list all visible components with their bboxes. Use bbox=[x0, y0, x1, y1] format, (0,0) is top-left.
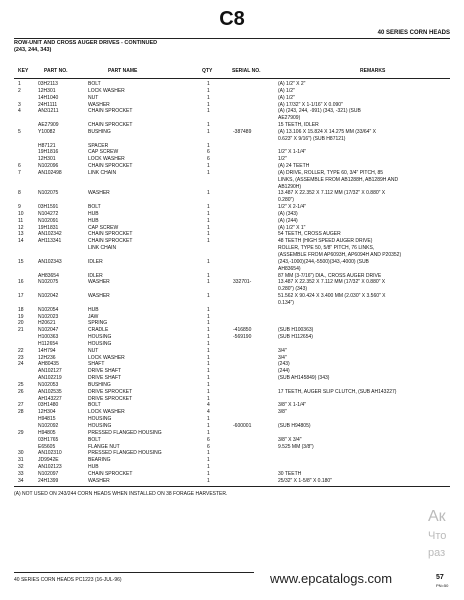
row-qty: 1 bbox=[207, 450, 210, 457]
row-qty: 1 bbox=[207, 142, 210, 149]
column-header-serial-no: SERIAL NO. bbox=[232, 68, 261, 74]
row-part-name: CHAIN SPROCKET bbox=[88, 122, 133, 129]
row-remarks: (243,-1000)(244,-5500)(343,-4000) (SUB bbox=[278, 258, 369, 265]
row-qty: 1 bbox=[207, 224, 210, 231]
row-key: 21 bbox=[18, 327, 24, 334]
row-key: 27 bbox=[18, 402, 24, 409]
row-serial-no: 332701- bbox=[233, 279, 252, 286]
row-qty: 6 bbox=[207, 149, 210, 156]
row-part-no: N102053 bbox=[38, 381, 59, 388]
row-part-name: LOCK WASHER bbox=[88, 354, 125, 361]
row-key: 29 bbox=[18, 429, 24, 436]
row-part-no: N102023 bbox=[38, 313, 59, 320]
row-part-no: 19H1831 bbox=[38, 224, 59, 231]
row-part-name: HOUSING bbox=[88, 423, 112, 429]
row-remarks: 1/2" X 1-1/4" bbox=[278, 149, 307, 156]
row-part-no: H87121 bbox=[38, 142, 56, 149]
watermark-line2: Что bbox=[428, 530, 447, 542]
row-remarks: (244) bbox=[278, 368, 290, 375]
row-remarks: 87 MM (3-7/16") DIA., CROSS AUGER DRIVE bbox=[278, 272, 382, 279]
row-remarks: 17 TEETH, AUGER SLIP CLUTCH, (SUB AH143227) bbox=[278, 388, 397, 395]
row-part-no: AN102343 bbox=[38, 258, 62, 265]
row-remarks: (243) bbox=[278, 361, 290, 368]
row-key: 17 bbox=[18, 293, 24, 300]
row-key: 11 bbox=[18, 217, 24, 224]
row-qty: 1 bbox=[207, 477, 210, 484]
row-part-no: H94815 bbox=[38, 416, 56, 423]
row-part-no: N102054 bbox=[38, 306, 59, 313]
row-key: 12 bbox=[18, 224, 24, 231]
row-remarks: 3/4" bbox=[278, 347, 287, 354]
row-part-no: N102092 bbox=[38, 423, 59, 429]
row-part-name: HOUSING bbox=[88, 334, 112, 341]
row-key: 3 bbox=[18, 101, 21, 108]
row-qty: 1 bbox=[207, 122, 210, 129]
page-code: C8 bbox=[219, 8, 245, 30]
row-qty: 1 bbox=[207, 258, 210, 265]
row-qty: 6 bbox=[207, 156, 210, 163]
row-remarks: (A) 1/2" X 1" bbox=[278, 224, 306, 231]
row-part-name: BOLT bbox=[88, 436, 101, 443]
row-part-name: CHAIN SPROCKET bbox=[88, 231, 133, 238]
row-part-name: HUB bbox=[88, 464, 99, 471]
row-part-name: DRIVE SPROCKET bbox=[88, 395, 133, 402]
row-qty: 1 bbox=[207, 81, 210, 87]
row-part-no: 03H1591 bbox=[38, 204, 59, 211]
row-qty: 1 bbox=[207, 347, 210, 354]
row-remarks: 3/8" bbox=[278, 409, 287, 416]
row-remarks: 0.623" X 9/16") (SUB H87121) bbox=[278, 135, 346, 142]
row-part-name: IDLER bbox=[88, 272, 103, 279]
row-qty: 1 bbox=[207, 368, 210, 375]
row-part-name: FLANGE NUT bbox=[88, 443, 120, 450]
row-remarks: (ASSEMBLE FROM AP6093H, AP6094H AND P20352) bbox=[278, 252, 402, 258]
row-part-name: LINK CHAIN bbox=[88, 169, 117, 176]
row-qty: 1 bbox=[207, 361, 210, 368]
row-part-name: CHAIN SPROCKET bbox=[88, 238, 133, 245]
row-qty: 1 bbox=[207, 128, 210, 135]
row-part-name: LOCK WASHER bbox=[88, 87, 125, 94]
row-part-no: H112654 bbox=[38, 340, 58, 347]
row-key: 24 bbox=[18, 361, 24, 368]
row-remarks: 0.280") (343) bbox=[278, 286, 308, 293]
row-qty: 1 bbox=[207, 272, 210, 279]
row-part-name: HUB bbox=[88, 306, 99, 313]
footer-rule bbox=[14, 572, 254, 573]
row-qty: 1 bbox=[207, 279, 210, 286]
row-part-name: CAP SCREW bbox=[88, 224, 119, 231]
row-qty: 1 bbox=[207, 190, 210, 197]
footnote: (A) NOT USED ON 243/244 CORN HEADS WHEN INSTALLED ON 38 FORAGE HARVESTER. bbox=[14, 491, 228, 497]
row-key: 22 bbox=[18, 347, 24, 354]
row-key: 6 bbox=[18, 163, 21, 170]
table-row bbox=[0, 478, 464, 485]
row-key: 9 bbox=[18, 204, 21, 211]
row-remarks: (SUB H112654) bbox=[278, 334, 313, 341]
row-part-name: BUSHING bbox=[88, 128, 111, 135]
row-remarks: 1/2" bbox=[278, 156, 287, 163]
table-title bbox=[14, 40, 314, 54]
row-part-name: CRADLE bbox=[88, 327, 109, 334]
row-qty: 1 bbox=[207, 429, 210, 436]
row-serial-no: -416850 bbox=[233, 327, 252, 334]
row-part-name: NUT bbox=[88, 347, 99, 354]
row-qty: 1 bbox=[207, 169, 210, 176]
row-part-name: BOLT bbox=[88, 402, 101, 409]
row-qty: 1 bbox=[207, 313, 210, 320]
row-part-name: WASHER bbox=[88, 293, 110, 300]
row-qty: 1 bbox=[207, 101, 210, 108]
row-qty: 1 bbox=[207, 354, 210, 361]
row-remarks: 13.487 X 22.352 X 7.112 MM (17/32" X 0.880" X bbox=[278, 190, 386, 197]
row-remarks: 1/2" X 2-1/4" bbox=[278, 204, 307, 211]
row-remarks: 51.562 X 90.424 X 3.400 MM (2.030" X 3.560" X bbox=[278, 293, 386, 300]
row-key: 34 bbox=[18, 477, 24, 484]
row-key: 30 bbox=[18, 450, 24, 457]
row-part-name: LOCK WASHER bbox=[88, 156, 125, 163]
row-qty: 1 bbox=[207, 238, 210, 245]
row-part-no: AH113341 bbox=[38, 238, 62, 245]
row-qty: 1 bbox=[207, 340, 210, 347]
row-qty: 1 bbox=[207, 217, 210, 224]
row-key: 28 bbox=[18, 409, 24, 416]
row-key: 25 bbox=[18, 381, 24, 388]
row-remarks: (A) 24 TEETH bbox=[278, 163, 310, 170]
row-remarks: (A) 1/2" bbox=[278, 87, 295, 94]
row-part-no: N102075 bbox=[38, 279, 59, 286]
row-part-no: AN102310 bbox=[38, 450, 62, 457]
row-part-no: N102047 bbox=[38, 327, 59, 334]
row-part-no: 14H794 bbox=[38, 347, 56, 354]
row-remarks: 3/8" X 1-1/4" bbox=[278, 402, 307, 409]
row-qty: 1 bbox=[207, 334, 210, 341]
row-part-no: N104272 bbox=[38, 210, 59, 217]
row-remarks: 0.280") bbox=[278, 197, 294, 204]
row-remarks: (A) (343) bbox=[278, 210, 298, 217]
row-part-name: WASHER bbox=[88, 101, 110, 108]
row-part-no: Y10082 bbox=[38, 128, 56, 135]
row-remarks: (A) (244) bbox=[278, 217, 298, 224]
row-key: 10 bbox=[18, 210, 24, 217]
row-part-no: 12H301 bbox=[38, 156, 56, 163]
row-key: 32 bbox=[18, 464, 24, 471]
row-qty: 1 bbox=[207, 320, 210, 327]
row-part-name: HUB bbox=[88, 210, 99, 217]
row-part-no: AN102535 bbox=[38, 388, 62, 395]
section-title: 40 SERIES CORN HEADS bbox=[377, 30, 450, 36]
footer-url[interactable]: www.epcatalogs.com bbox=[270, 571, 393, 586]
row-remarks: LINKS, (ASSEMBLE FROM AB1288H, AB1289H AND bbox=[278, 176, 399, 183]
watermark-line1: Ак bbox=[428, 508, 446, 525]
row-part-no: AH83654 bbox=[38, 272, 59, 279]
row-qty: 4 bbox=[207, 402, 210, 409]
column-header-rule bbox=[14, 78, 450, 79]
header-rule bbox=[14, 38, 450, 39]
row-qty: 1 bbox=[207, 327, 210, 334]
row-part-no: 03H2113 bbox=[38, 81, 58, 87]
row-qty: 1 bbox=[207, 163, 210, 170]
row-remarks: (A) DRIVE, ROLLER, TYPE 60, 3/4" PITCH, 85 bbox=[278, 169, 384, 176]
row-remarks: (SUB H94805) bbox=[278, 423, 311, 429]
row-remarks: AE27909) bbox=[278, 115, 301, 122]
row-key: 33 bbox=[18, 470, 24, 477]
row-qty: 1 bbox=[207, 470, 210, 477]
column-header-remarks: REMARKS bbox=[360, 68, 386, 74]
row-qty: 1 bbox=[207, 375, 210, 382]
row-key: 18 bbox=[18, 306, 24, 313]
column-header-part-name: PART NAME bbox=[108, 68, 138, 74]
row-key: 26 bbox=[18, 388, 24, 395]
row-part-no: AN102498 bbox=[38, 169, 62, 176]
row-part-name: HOUSING bbox=[88, 416, 112, 423]
row-key: 31 bbox=[18, 457, 24, 464]
row-qty: 1 bbox=[207, 210, 210, 217]
column-header-qty: QTY bbox=[202, 68, 213, 74]
row-remarks: 0.134") bbox=[278, 299, 294, 306]
row-qty: 1 bbox=[207, 204, 210, 211]
row-part-name: BOLT bbox=[88, 81, 101, 87]
row-part-no: AN102219 bbox=[38, 375, 62, 382]
row-part-no: 24H1399 bbox=[38, 477, 59, 484]
row-part-no: 19H1816 bbox=[38, 149, 59, 156]
table-title-line1: ROW-UNIT AND CROSS AUGER DRIVES - CONTINUED bbox=[14, 40, 158, 46]
row-part-no: 12H236 bbox=[38, 354, 56, 361]
row-part-no: N102075 bbox=[38, 190, 59, 197]
row-key: 19 bbox=[18, 313, 24, 320]
row-qty: 1 bbox=[207, 464, 210, 471]
row-part-no: AH80435 bbox=[38, 361, 59, 368]
row-remarks: ROLLER, TYPE 50, 5/8" PITCH, 76 LINKS, bbox=[278, 245, 375, 252]
row-part-name: HUB bbox=[88, 217, 99, 224]
footer-left: 40 SERIES CORN HEADS PC1223 (16-JUL-96) bbox=[14, 577, 122, 583]
row-remarks: (SUB AH145849) (343) bbox=[278, 375, 330, 382]
row-part-no: N102096 bbox=[38, 163, 59, 170]
row-part-no: H100363 bbox=[38, 334, 59, 341]
column-header-key: KEY bbox=[18, 68, 29, 74]
row-qty: 1 bbox=[207, 94, 210, 101]
row-part-no: 03H1765 bbox=[38, 436, 59, 443]
row-remarks: 30 TEETH bbox=[278, 470, 302, 477]
row-part-no: H94805 bbox=[38, 429, 56, 436]
row-remarks: 13.487 X 22.352 X 7.112 MM (17/32" X 0.880" X bbox=[278, 279, 386, 286]
row-part-name: SPACER bbox=[88, 142, 109, 149]
row-qty: 4 bbox=[207, 409, 210, 416]
row-qty: 1 bbox=[207, 293, 210, 300]
row-part-name: SHAFT bbox=[88, 361, 105, 368]
row-key: 4 bbox=[18, 108, 21, 115]
row-remarks: 54 TEETH, CROSS AUGER bbox=[278, 231, 341, 238]
row-remarks: (A) 17/32" X 1-1/16" X 0.090" bbox=[278, 101, 343, 108]
watermark-line3: раз bbox=[428, 547, 446, 559]
row-key: 2 bbox=[18, 87, 21, 94]
row-part-name: DRIVE SHAFT bbox=[88, 368, 122, 375]
row-qty: 6 bbox=[207, 443, 210, 450]
row-part-name: LINK CHAIN bbox=[88, 245, 117, 252]
row-part-name: LOCK WASHER bbox=[88, 409, 125, 416]
row-part-no: H20621 bbox=[38, 320, 56, 327]
row-remarks: AB1290H) bbox=[278, 183, 302, 190]
row-qty: 1 bbox=[207, 381, 210, 388]
row-part-no: N102097 bbox=[38, 470, 59, 477]
table-title-line2: (243, 244, 343) bbox=[14, 47, 52, 53]
row-part-name: CAP SCREW bbox=[88, 149, 119, 156]
column-header-part-no: PART NO. bbox=[44, 68, 68, 74]
table-bottom-rule bbox=[14, 486, 450, 487]
row-key: 13 bbox=[18, 231, 24, 238]
row-qty: 1 bbox=[207, 231, 210, 238]
row-key: 16 bbox=[18, 279, 24, 286]
row-part-name: WASHER bbox=[88, 477, 110, 484]
row-part-name: CHAIN SPROCKET bbox=[88, 470, 133, 477]
row-qty: 1 bbox=[207, 395, 210, 402]
row-part-name: IDLER bbox=[88, 258, 103, 265]
row-part-name: NUT bbox=[88, 94, 99, 101]
row-remarks: (A) 1/2" bbox=[278, 94, 295, 101]
row-key: 5 bbox=[18, 128, 21, 135]
row-part-no: AN102123 bbox=[38, 464, 62, 471]
row-part-no: AH143227 bbox=[38, 395, 62, 402]
row-key: 20 bbox=[18, 320, 24, 327]
row-qty: 1 bbox=[207, 457, 210, 464]
row-qty: 1 bbox=[207, 416, 210, 423]
row-part-no: 24H1111 bbox=[38, 101, 58, 108]
row-qty: 6 bbox=[207, 436, 210, 443]
row-part-no: AE27909 bbox=[38, 122, 59, 129]
row-part-no: AN102342 bbox=[38, 231, 62, 238]
row-part-no: AN102127 bbox=[38, 368, 62, 375]
row-part-name: DRIVE SHAFT bbox=[88, 375, 122, 382]
row-part-name: CHAIN SPROCKET bbox=[88, 163, 133, 170]
row-remarks: AH83654) bbox=[278, 265, 301, 272]
row-key: 7 bbox=[18, 169, 21, 176]
row-serial-no: -387489 bbox=[233, 128, 252, 135]
row-key: 8 bbox=[18, 190, 21, 197]
row-serial-no: -569190 bbox=[233, 334, 252, 341]
row-remarks: (A) 1/2" X 2" bbox=[278, 81, 306, 87]
row-part-name: PRESSED FLANGED HOUSING bbox=[88, 429, 162, 436]
row-part-name: SPRING bbox=[88, 320, 108, 327]
row-part-no: AN31211 bbox=[38, 108, 59, 115]
row-part-name: DRIVE SPROCKET bbox=[88, 388, 133, 395]
row-key: 1 bbox=[18, 81, 21, 87]
row-part-no: 03H1480 bbox=[38, 402, 59, 409]
row-part-no: N102091 bbox=[38, 217, 59, 224]
row-part-no: N102042 bbox=[38, 293, 59, 300]
footer-page-sub: PN=50 bbox=[436, 583, 449, 588]
row-part-name: PRESSED FLANGED HOUSING bbox=[88, 450, 162, 457]
row-remarks: (A) (243, 244, -991) (343, -321) (SUB bbox=[278, 108, 361, 115]
row-key: 14 bbox=[18, 238, 24, 245]
row-remarks: 48 TEETH (HIGH SPEED AUGER DRIVE) bbox=[278, 238, 373, 245]
row-qty: 1 bbox=[207, 306, 210, 313]
row-part-name: WASHER bbox=[88, 279, 110, 286]
row-qty: 1 bbox=[207, 87, 210, 94]
row-remarks: 15 TEETH, IDLER bbox=[278, 122, 319, 129]
row-remarks: 3/4" bbox=[278, 354, 287, 361]
row-part-no: 12H301 bbox=[38, 87, 56, 94]
row-remarks: 25/32" X 1-5/8" X 0.180" bbox=[278, 477, 332, 484]
row-qty: 1 bbox=[207, 388, 210, 395]
row-part-no: 14H1040 bbox=[38, 94, 59, 101]
row-remarks: (A) 13.106 X 15.824 X 14.275 MM (33/64" X bbox=[278, 128, 376, 135]
row-qty: 1 bbox=[207, 423, 210, 429]
row-part-no: E65605 bbox=[38, 443, 56, 450]
row-serial-no: -600001 bbox=[233, 423, 252, 429]
footer-page-number: 57 bbox=[436, 574, 444, 581]
row-part-name: BOLT bbox=[88, 204, 101, 211]
row-part-name: WASHER bbox=[88, 190, 110, 197]
row-part-name: HOUSING bbox=[88, 340, 112, 347]
row-part-name: BUSHING bbox=[88, 381, 111, 388]
row-qty: 1 bbox=[207, 108, 210, 115]
row-remarks: 9.525 MM (3/8") bbox=[278, 443, 314, 450]
row-part-no: JD9942E bbox=[38, 457, 59, 464]
row-part-no: 12H304 bbox=[38, 409, 56, 416]
row-remarks: 3/8" X 3/4" bbox=[278, 436, 302, 443]
row-key: 15 bbox=[18, 258, 24, 265]
row-key: 23 bbox=[18, 354, 24, 361]
row-remarks: (SUB H100363) bbox=[278, 327, 314, 334]
row-part-name: JAW bbox=[88, 313, 99, 320]
row-part-name: BEARING bbox=[88, 457, 111, 464]
row-part-name: CHAIN SPROCKET bbox=[88, 108, 133, 115]
